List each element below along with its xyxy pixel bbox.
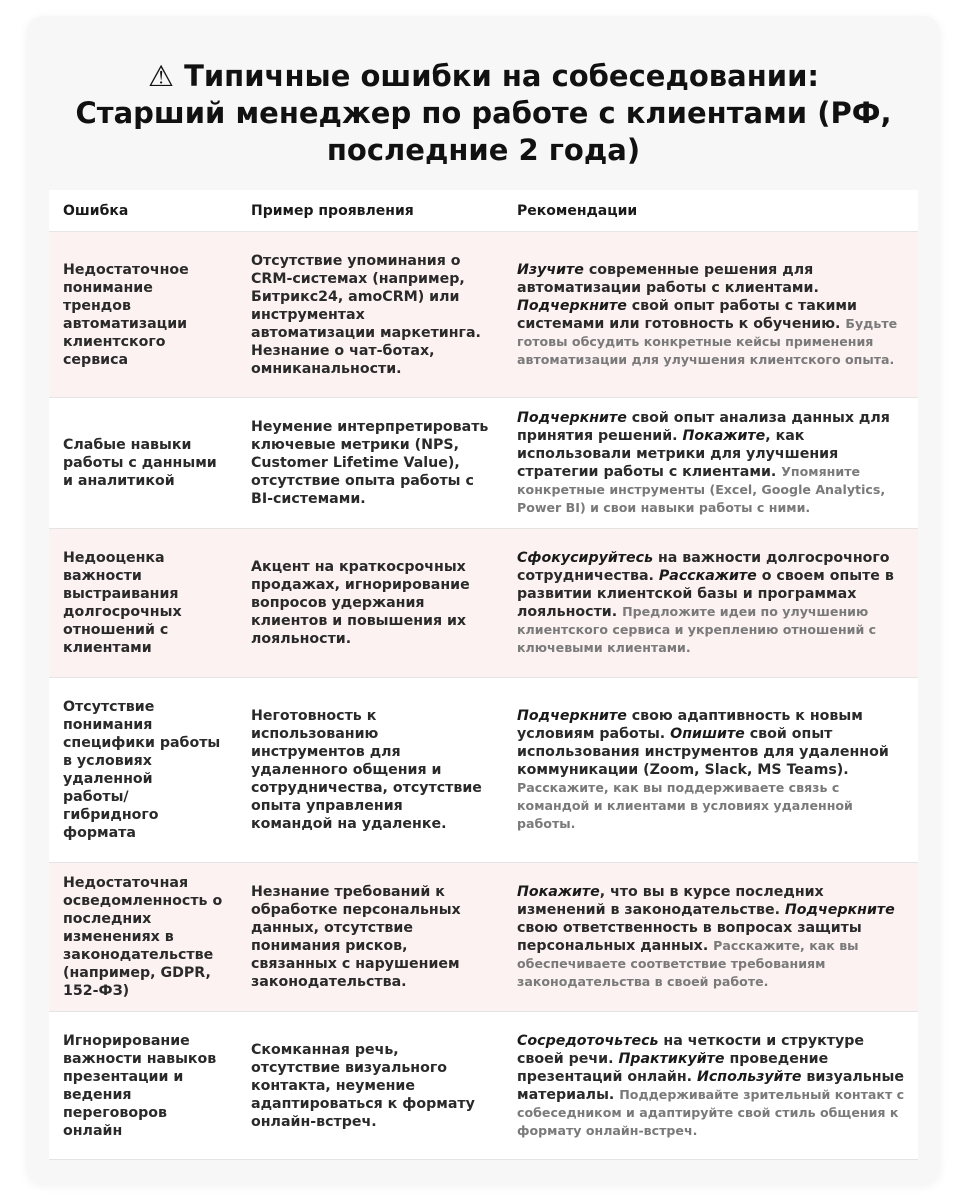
rec-emphasis: Расскажите [658,568,757,584]
mistakes-table-container [49,190,918,1160]
title-line-1: ⚠ Типичные ошибки на собеседовании: [147,59,819,93]
recommendation-cell [503,1012,918,1160]
rec-emphasis: Подчеркните [784,902,895,918]
rec-text: свою ответственность в вопросах защиты персональных данных. [517,920,862,954]
mistakes-table [49,190,918,1160]
rec-emphasis: Сосредоточьтесь [517,1032,659,1049]
mistake-cell: Недооценка важности выстраивания долгосрочных отношений с клиентами [49,529,237,678]
title-line-2: Старший менеджер по работе с клиентами (РФ, [75,96,892,130]
recommendation-cell [503,398,918,529]
rec-text: на важности долгосрочного сотрудничества. [517,550,890,584]
rec-note: Предложите идеи по улучшению клиентского сервиса и укреплению отношений с ключевыми клиентами. [517,604,877,655]
rec-emphasis: Подчеркните [517,708,627,724]
header-recommendations: Рекомендации [503,190,918,232]
rec-emphasis: Опишите [670,726,745,742]
example-cell: Неумение интерпретировать ключевые метрики (NPS, Customer Lifetime Value), отсутствие опыта работы с BI-системами. [237,398,503,529]
rec-emphasis: Подчеркните [517,297,627,314]
mistake-cell: Недостаточная осведомленность о последних изменениях в законодательстве (например, GDPR, 152-ФЗ) [49,863,237,1012]
rec-emphasis: Сфокусируйтесь [517,550,654,566]
rec-note: Расскажите, как вы обеспечиваете соответствие требованиям законодательства в своей работе. [517,938,859,989]
rec-emphasis: Покажите [517,884,600,900]
mistake-cell: Недостаточное понимание трендов автоматизации клиентского сервиса [49,232,237,398]
rec-emphasis: Покажите [682,428,766,444]
rec-text: визуальные материалы. [517,1068,905,1103]
rec-emphasis: Подчеркните [517,410,627,426]
recommendation-cell [503,863,918,1012]
rec-text: о своем опыте в развитии клиентской базы и программах лояльности. [517,568,894,620]
rec-emphasis: Изучите [517,261,584,278]
mistake-cell: Отсутствие понимания специфики работы в условиях удаленной работы/ гибридного формата [49,678,237,863]
rec-text: свой опыт анализа данных для принятия решений. [517,410,890,444]
example-cell: Неготовность к использованию инструментов для удаленного общения и сотрудничества, отсутствие опыта управления командой на удаленке. [237,678,503,863]
table-row [49,678,918,863]
rec-text: , как использовали метрики для улучшения стратегии работы с клиентами. [517,428,839,480]
rec-emphasis: Практикуйте [618,1050,725,1067]
rec-text: , что вы в курсе последних изменений в законодательстве. [517,884,824,918]
table-row [49,398,918,529]
header-mistake: Ошибка [49,190,237,232]
page-title [0,58,967,169]
table-row [49,1012,918,1160]
rec-emphasis: Используйте [696,1068,802,1085]
mistake-cell: Слабые навыки работы с данными и аналитикой [49,398,237,529]
title-line-3: последние 2 года) [326,133,641,167]
example-cell: Скомканная речь, отсутствие визуального контакта, неумение адаптироваться к формату онлайн-встреч. [237,1012,503,1160]
rec-note: Расскажите, как вы поддерживаете связь с командой и клиентами в условиях удаленной работы. [517,780,853,831]
table-row [49,232,918,398]
rec-text: современные решения для автоматизации работы с клиентами. [517,261,819,296]
table-row [49,529,918,678]
rec-text: свой опыт использования инструментов для удаленной коммуникации (Zoom, Slack, MS Teams). [517,726,889,778]
table-header-row [49,190,918,232]
example-cell: Незнание требований к обработке персональных данных, отсутствие понимания рисков, связанных с нарушением законодательства. [237,863,503,1012]
recommendation-cell [503,529,918,678]
rec-note: Будьте готовы обсудить конкретные кейсы применения автоматизации для улучшения клиентского опыта. [517,315,898,367]
rec-text: на четкости и структуре своей речи. [517,1032,864,1067]
rec-text: свой опыт работы с такими системами или готовность к обучению. [517,297,857,332]
example-cell: Акцент на краткосрочных продажах, игнорирование вопросов удержания клиентов и повышения их лояльности. [237,529,503,678]
recommendation-cell [503,232,918,398]
header-example: Пример проявления [237,190,503,232]
rec-note: Упомяните конкретные инструменты (Excel, Google Analytics, Power BI) и свои навыки работы с ними. [517,464,886,515]
table-row [49,863,918,1012]
rec-note: Поддерживайте зрительный контакт с собеседником и адаптируйте свой стиль общения к формату онлайн-встреч. [517,1086,905,1138]
mistake-cell: Игнорирование важности навыков презентации и ведения переговоров онлайн [49,1012,237,1160]
example-cell: Отсутствие упоминания о CRM-системах (например, Битрикс24, amoCRM) или инструментах автоматизации маркетинга. Незнание о чат-ботах, омниканальности. [237,232,503,398]
rec-text: свою адаптивность к новым условиям работы. [517,708,863,742]
recommendation-cell [503,678,918,863]
rec-text: проведение презентаций онлайн. [517,1050,829,1085]
